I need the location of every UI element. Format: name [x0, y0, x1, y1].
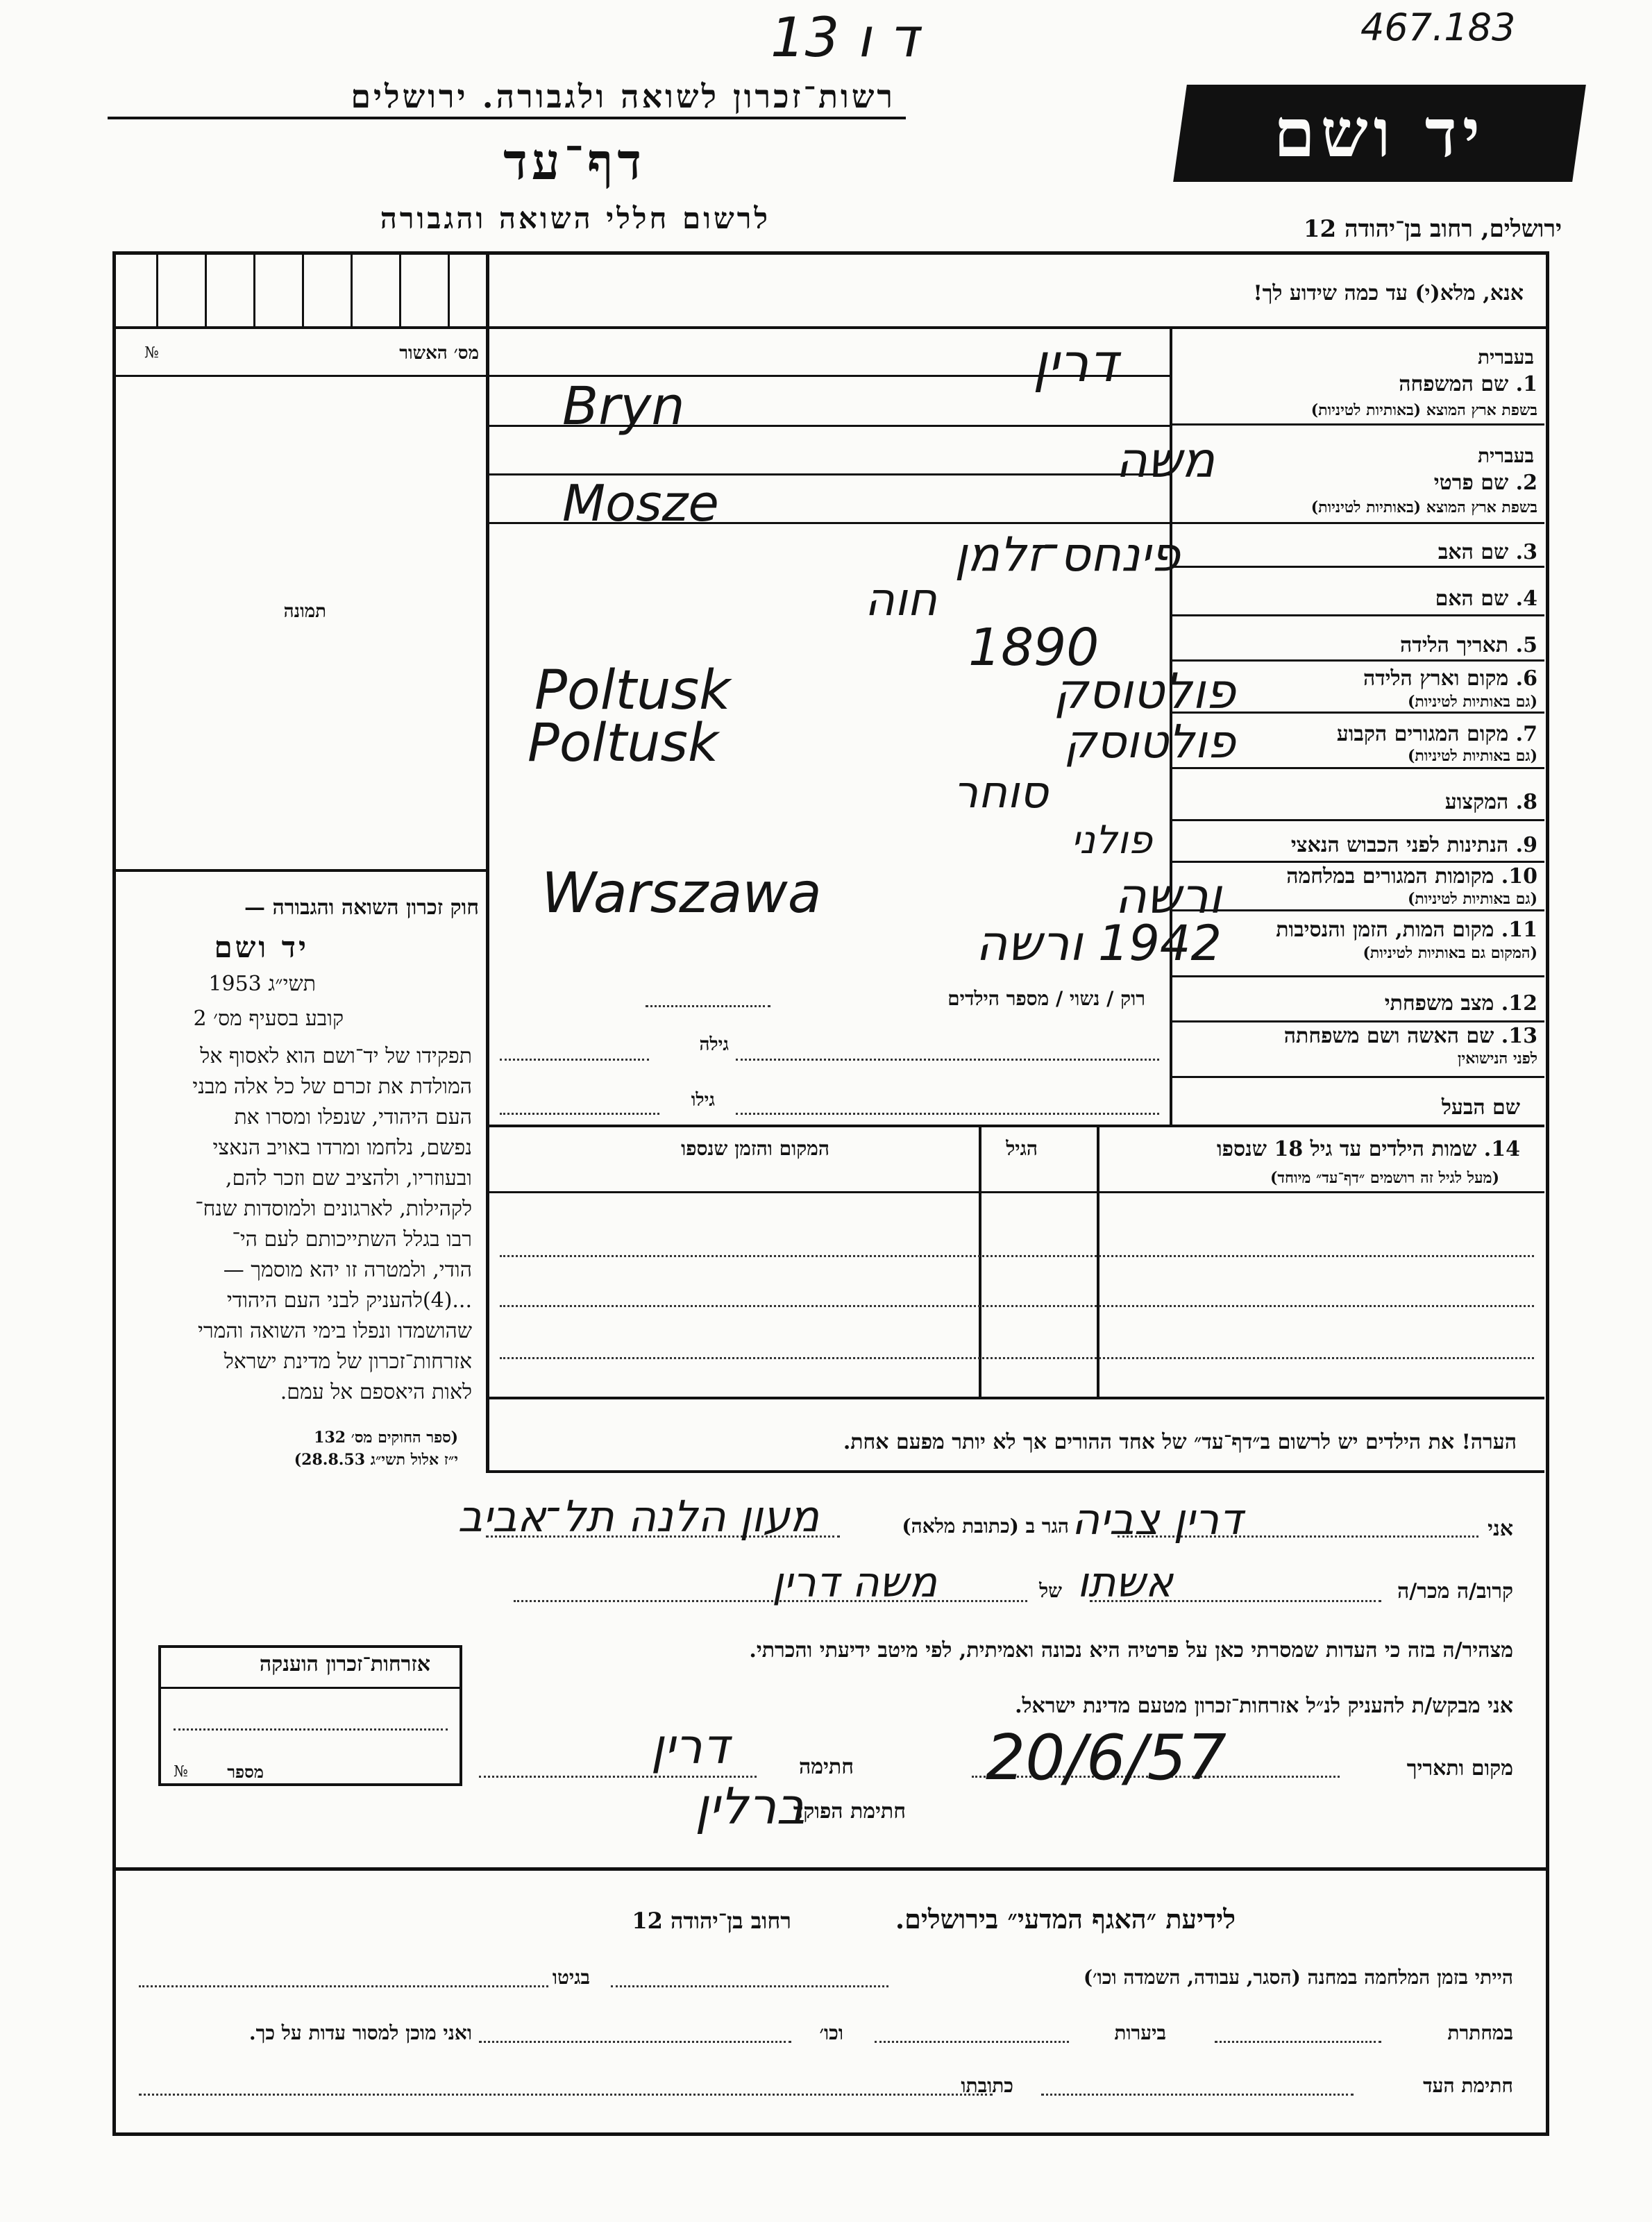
- footer-camp-line: [611, 1985, 888, 1987]
- husband-age-label: גילו: [691, 1090, 715, 1111]
- field-13-sub: לפני הנישואין: [1457, 1050, 1537, 1068]
- footer-address-label: כתובתו: [961, 2074, 1013, 2097]
- husband-age-dotted: [500, 1113, 659, 1115]
- field-1-surname: 1. שם המשפחה: [1399, 372, 1537, 396]
- field-2-latin-note: בשפת ארץ המוצא (באותיות לטיניות): [1310, 498, 1537, 516]
- husband-label: שם הבעל: [1441, 1095, 1520, 1120]
- law-reference-1: (ספר החוקים מס׳ 132: [314, 1429, 458, 1447]
- field-10-war-residence: 10. מקומות המגורים במלחמה: [1286, 864, 1537, 889]
- surname-hebrew-value: דרין: [1032, 332, 1118, 394]
- birth-year-value: 1890: [968, 618, 1099, 677]
- yad-vashem-logo: [1173, 85, 1586, 182]
- field-10-latin-note: (גם באותיות לטיניות): [1407, 890, 1537, 908]
- footer-underground-line: [1215, 2041, 1381, 2043]
- law-text-line: נפשם, נלחמו ומרדו באויב הנאצי: [212, 1136, 472, 1160]
- signature-value: דרין: [650, 1718, 729, 1775]
- field-rule: [1170, 659, 1544, 662]
- death-value: 1942 ורשה: [975, 915, 1222, 972]
- header-rule: [108, 117, 906, 119]
- footer-camp-label: הייתי בזמן המלחמה במחנה (הסגר, עבודה, השמדה וכו׳): [1083, 1966, 1513, 1989]
- signature-label: חתימה: [799, 1755, 854, 1779]
- field-rule: [486, 1125, 1544, 1127]
- children-age-header: הגיל: [1006, 1137, 1038, 1160]
- strip-tick: [302, 251, 304, 326]
- of-whom-line: [514, 1600, 1027, 1602]
- field-rule: [1170, 975, 1544, 977]
- law-text-line: לקהילות, לארגונים ולמוסדות שנח־: [195, 1197, 472, 1221]
- strip-tick: [156, 251, 158, 326]
- field-11-place-note: (המקום גם באותיות לטיניות): [1363, 944, 1537, 962]
- field-rule: [1170, 1020, 1544, 1022]
- of-whom-value: משה דרין: [772, 1558, 937, 1607]
- field-11-death: 11. מקום המות, הזמן והנסיבות: [1276, 918, 1537, 942]
- archive-mark-top-right: 467.183: [1360, 6, 1516, 49]
- law-clause: קובע בסעיף מס׳ 2: [193, 1007, 344, 1031]
- footer-divider: [112, 1867, 1546, 1871]
- field-8-profession: 8. המקצוע: [1444, 790, 1537, 814]
- law-text-line: אזרחות־זכרון של מדינת ישראל: [224, 1349, 472, 1374]
- footer-ghetto-label: בגיטו: [552, 1966, 590, 1989]
- strip-tick: [351, 251, 353, 326]
- note-rule-bottom: [486, 1470, 1544, 1473]
- intro-instruction: אנא, מלא(י) עד כמה שידוע לך!: [1253, 281, 1524, 305]
- footer-witness-signature-label: חתימת העד: [1423, 2074, 1513, 2097]
- organization-line: רשות־זכרון לשואה ולגבורה. ירושלים: [351, 78, 895, 115]
- in-hebrew-label-2: בעברית: [1477, 444, 1534, 467]
- law-text-line: העם היהודי, שנפלו ומסרו את: [234, 1105, 472, 1129]
- place-date-label: מקום ותאריך: [1406, 1756, 1513, 1781]
- citizenship-number-label: מספר: [227, 1762, 264, 1782]
- field-rule: [1170, 1076, 1544, 1078]
- wife-age-dotted: [500, 1059, 649, 1061]
- field-4-mother: 4. שם האם: [1435, 587, 1537, 611]
- strip-tick: [205, 251, 207, 326]
- children-row-line: [500, 1255, 1534, 1257]
- photo-label: תמונה: [283, 601, 326, 622]
- citizenship-box-rule: [158, 1687, 462, 1689]
- children-names-header: 14. שמות הילדים עד גיל 18 שנספו: [1216, 1137, 1520, 1161]
- field-7-residence: 7. מקום המגורים הקבוע: [1336, 722, 1537, 746]
- field-rule: [1170, 819, 1544, 821]
- archive-mark-top-center: 13 ד ו: [770, 7, 918, 69]
- form-title: דף־עד: [503, 132, 646, 191]
- field-rule: [1170, 522, 1544, 524]
- declaration-statement: מצהיר/ה בזה כי העדות שמסרתי כאן על פרטיה היא נכונה ואמיתית, לפי מיטב ידיעתי והכרתי.: [749, 1638, 1513, 1663]
- approval-number-label: מס׳ האשור: [399, 343, 479, 364]
- citizenship-value: פולני: [1070, 818, 1152, 863]
- children-place-header: המקום והזמן שנספו: [681, 1137, 829, 1160]
- footer-underground-label: במחתרת: [1447, 2021, 1513, 2044]
- law-text-line: ובעוזריו, ולהציב שם וזכר להם,: [225, 1166, 472, 1190]
- declarant-label: אני: [1487, 1517, 1513, 1541]
- field-rule: [1170, 861, 1544, 863]
- first-name-hebrew-value: משה: [1115, 432, 1215, 489]
- officer-signature-value: ברלין: [695, 1777, 805, 1835]
- residence-address-label: הגר ב (כתובת מלאה): [902, 1515, 1069, 1538]
- children-table-bottom: [486, 1397, 1544, 1399]
- children-names-subheader: (מעל לגיל זה רושמים ״דף־עד״ מיוחד): [1270, 1169, 1499, 1187]
- footer-etc-label: וכו׳: [819, 2021, 843, 2044]
- approval-rule: [112, 375, 487, 377]
- logo-text: יד ושם: [1273, 94, 1486, 172]
- citizenship-request: אני מבקש/ת להעניק לנ״ל אזרחות־זכרון מטעם מדינת ישראל.: [1015, 1694, 1513, 1718]
- field-1-latin-note: בשפת ארץ המוצא (באותיות לטיניות): [1310, 401, 1537, 419]
- strip-tick: [399, 251, 401, 326]
- law-text-line: המולדת את זכרם של כל אלה מבני: [192, 1075, 472, 1099]
- field-2-first-name: 2. שם פרטי: [1433, 471, 1537, 495]
- left-column-divider: [486, 251, 489, 1473]
- note-text: הערה! את הילדים יש לרשום ב״דף־עד״ של אחד ההורים אך לא יותר מפעם אחת.: [843, 1430, 1517, 1454]
- field-12-options: רוק / נשוי / מספר הילדים: [947, 987, 1145, 1010]
- field-rule: [1170, 614, 1544, 616]
- officer-signature-label: חתימת הפוקד: [793, 1799, 906, 1824]
- approval-no-sign: №: [144, 344, 159, 362]
- field-13-wife: 13. שם האשה ושם משפחתה: [1283, 1024, 1537, 1048]
- field-rule: [1170, 566, 1544, 568]
- law-text-line: לאות היאספם אל עמם.: [280, 1380, 472, 1404]
- law-text-line: שהושמדו ונפלו בימי השואה והמרי: [197, 1319, 472, 1343]
- birth-place-hebrew-value: פולטוסק: [1053, 663, 1236, 720]
- law-text-line: תפקידו של יד־ושם הוא לאסוף אל: [200, 1044, 472, 1068]
- in-hebrew-label-1: בעברית: [1477, 346, 1534, 369]
- declarant-address-value: מעון הלנה תל־אביב: [457, 1491, 819, 1542]
- law-reference-2: י״ז אלול תשי״ג 28.8.53): [294, 1451, 458, 1469]
- field-rule: [1170, 423, 1544, 426]
- wife-dotted-line: [736, 1059, 1159, 1061]
- field-9-citizenship: 9. הנתינות לפני הכבוש הנאצי: [1290, 833, 1537, 857]
- strip-tick: [253, 251, 255, 326]
- mother-name-value: חוה: [864, 573, 937, 626]
- footer-witness-line: [1041, 2094, 1354, 2096]
- law-title: חוק זכרון השואה והגבורה —: [244, 895, 479, 920]
- war-place-latin-value: Warszawa: [541, 861, 822, 925]
- field-6-birthplace: 6. מקום וארץ הלידה: [1363, 666, 1537, 691]
- citizenship-box-no-sign: №: [174, 1763, 188, 1781]
- footer-address: רחוב בן־יהודה 12: [632, 1908, 791, 1934]
- field-6-latin-note: (גם באותיות לטיניות): [1407, 693, 1537, 711]
- father-name-value: פינחס־זלמן: [954, 528, 1180, 582]
- law-text: [125, 1041, 472, 1408]
- profession-value: סוחר: [953, 767, 1048, 818]
- footer-ghetto-line: [139, 1985, 548, 1987]
- field-5-birthdate: 5. תאריך הלידה: [1400, 633, 1537, 657]
- top-strip-rule: [112, 326, 1546, 329]
- wife-age-label: גילה: [699, 1034, 729, 1055]
- war-place-hebrew-value: ורשה: [1115, 868, 1222, 925]
- first-name-latin-value: Mosze: [562, 474, 719, 532]
- relation-value: אשתו: [1077, 1558, 1173, 1607]
- field-7-latin-note: (גם באותיות לטיניות): [1407, 747, 1537, 765]
- law-year: תשי״ג 1953: [208, 972, 316, 996]
- citizenship-box-title: אזרחות־זכרון הוענקה: [259, 1652, 430, 1676]
- footer-etc-line: [479, 2041, 791, 2043]
- law-text-line: רבו בגלל השתייכותם לעם הי־: [232, 1227, 472, 1252]
- relation-label: קרוב/ה מכר/ה: [1397, 1579, 1513, 1604]
- residence-hebrew-value: פולטוסק: [1063, 715, 1236, 768]
- footer-testimony-label: ואני מוכן למסור עדות על כך.: [248, 2021, 472, 2044]
- surname-latin-value: Bryn: [562, 375, 685, 437]
- declarant-name-value: דרין צביה: [1071, 1494, 1242, 1545]
- field-3-father: 3. שם האב: [1438, 540, 1537, 564]
- of-label: של: [1039, 1579, 1062, 1602]
- children-row-line: [500, 1357, 1534, 1359]
- children-header-rule: [486, 1191, 1544, 1193]
- footer-forests-label: ביערות: [1114, 2021, 1166, 2044]
- law-text-line: הודי, ולמטרה זו יהא מוסמך —: [223, 1258, 472, 1282]
- strip-tick: [448, 251, 450, 326]
- birth-place-latin-value: Poltusk: [534, 659, 731, 722]
- footer-address-line: [139, 2094, 993, 2096]
- form-subtitle: לרשום חללי השואה והגבורה: [380, 201, 770, 235]
- footer-heading: לידיעת ״האגף המדעי״ בירושלים.: [895, 1903, 1236, 1935]
- children-row-line: [500, 1305, 1534, 1307]
- field-rule: [1170, 909, 1544, 911]
- marital-dotted-line: [646, 1005, 770, 1007]
- footer-forests-line: [875, 2041, 1069, 2043]
- photo-box-bottom: [112, 869, 487, 872]
- header-address: ירושלים, רחוב בן־יהודה 12: [1303, 215, 1562, 243]
- residence-latin-value: Poltusk: [528, 712, 719, 773]
- citizenship-box-line: [174, 1728, 448, 1731]
- law-name: יד ושם: [214, 930, 309, 964]
- husband-dotted-line: [736, 1113, 1159, 1115]
- place-date-value: 20/6/57: [986, 1722, 1227, 1794]
- law-text-line: ...(4)להעניק לבני העם היהודי: [226, 1288, 472, 1313]
- field-12-marital-status: 12. מצב משפחתי: [1384, 991, 1537, 1016]
